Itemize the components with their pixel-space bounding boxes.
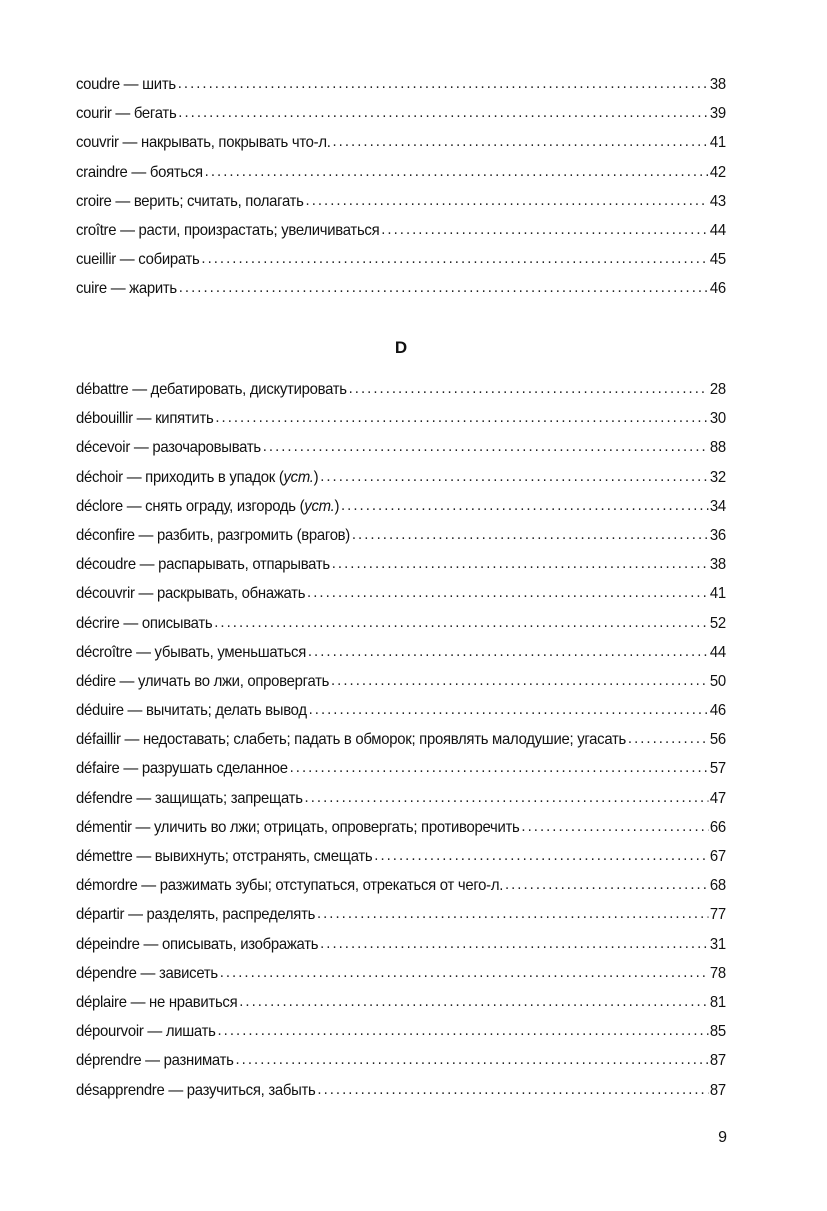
entry-text-run: dépourvoir — лишать (76, 1023, 216, 1041)
entry-text (76, 579, 305, 608)
entry-text (76, 187, 304, 216)
dot-leader (179, 273, 708, 302)
index-entry (76, 158, 726, 187)
dot-leader (307, 578, 708, 607)
dot-leader (201, 244, 708, 273)
entry-text (76, 988, 237, 1017)
entry-page-number: 66 (709, 818, 726, 836)
entry-page-number: 52 (709, 614, 726, 632)
entry-text (76, 433, 261, 462)
index-entry (76, 274, 726, 303)
index-entry (76, 754, 726, 783)
entry-page-number: 34 (709, 497, 726, 515)
entry-text (76, 1046, 234, 1075)
dot-leader (306, 186, 708, 215)
entry-page-number: 45 (709, 251, 726, 269)
dot-leader (331, 666, 708, 695)
entry-text (76, 70, 176, 99)
index-entry (76, 959, 726, 988)
dot-leader (341, 491, 708, 520)
dot-leader (317, 899, 708, 928)
entry-page-number: 28 (709, 381, 726, 398)
entry-page-number: 41 (709, 134, 726, 152)
dot-leader (205, 157, 708, 186)
entry-text-run: démentir — уличить во лжи; отрицать, опровергать; противоречить (76, 818, 520, 836)
entry-page-number: 87 (709, 1081, 726, 1099)
entry-page-number: 44 (709, 221, 726, 239)
entry-text-run: débouillir — кипятить (76, 410, 214, 428)
dot-leader (309, 695, 708, 724)
dot-leader (317, 1075, 708, 1104)
index-entry (76, 550, 726, 579)
entry-text-run: croître — расти, произрастать; увеличиваться (76, 221, 380, 239)
entry-text (76, 609, 212, 638)
entry-page-number: 67 (709, 848, 726, 865)
index-entry (76, 187, 726, 216)
entry-text-run: déplaire — не нравиться (76, 993, 238, 1011)
dot-leader (215, 403, 708, 432)
entry-text-run: défaire — разрушать сделанное (76, 760, 288, 778)
entry-text-run: démordre — разжимать зубы; отступаться, отрекаться от чего-л. (76, 877, 504, 895)
entry-text-run: craindre — бояться (76, 163, 203, 181)
entry-text (76, 521, 350, 550)
verb-index-list-d (76, 375, 726, 1105)
entry-text (76, 667, 329, 696)
entry-text-run: débattre — дебатировать, дискутировать (76, 381, 347, 398)
index-entry (76, 1046, 726, 1075)
entry-page-number: 50 (709, 672, 726, 690)
entry-text (76, 216, 379, 245)
index-entry (76, 492, 726, 521)
index-entry (76, 900, 726, 929)
index-entry (76, 70, 726, 99)
entry-page-number: 57 (709, 760, 726, 778)
entry-text-run: défaillir — недоставать; слабеть; падать в обморок; проявлять малодушие; угасать (76, 731, 627, 749)
entry-page-number: 88 (709, 439, 726, 457)
entry-text-run: démettre — вывихнуть; отстранять, смещать (76, 848, 373, 865)
dot-leader (290, 753, 708, 782)
index-entry (76, 1076, 726, 1105)
entry-text (76, 1017, 216, 1046)
entry-text-run: découvrir — раскрывать, обнажать (76, 585, 306, 603)
entry-text (76, 813, 520, 842)
index-entry (76, 375, 726, 404)
entry-page-number: 43 (709, 192, 726, 210)
entry-page-number: 42 (709, 163, 726, 181)
dot-leader (214, 608, 708, 637)
entry-text (76, 463, 318, 492)
entry-text-run: ) (313, 468, 319, 486)
entry-page-number: 36 (709, 526, 726, 544)
index-entry (76, 871, 726, 900)
entry-page-number: 85 (709, 1023, 726, 1041)
entry-page-number: 32 (709, 468, 726, 486)
dot-leader (628, 724, 708, 753)
dot-leader (305, 783, 708, 812)
entry-text-run: déprendre — разнимать (76, 1052, 234, 1070)
entry-text-run: déconfire — разбить, разгромить (врагов) (76, 526, 351, 544)
index-entry (76, 725, 726, 754)
entry-text (76, 754, 288, 783)
entry-text-run: croire — верить; считать, полагать (76, 192, 304, 210)
entry-text-run: décroître — убывать, уменьшаться (76, 643, 307, 661)
index-entry (76, 988, 726, 1017)
dot-leader (220, 958, 708, 987)
entry-text (76, 871, 503, 900)
entry-text-run: désapprendre — разучиться, забыть (76, 1081, 316, 1099)
entry-text (76, 404, 213, 433)
index-entry (76, 433, 726, 462)
entry-text (76, 158, 203, 187)
entry-text (76, 274, 177, 303)
index-entry (76, 638, 726, 667)
entry-page-number: 87 (709, 1052, 726, 1070)
index-entry (76, 245, 726, 274)
page-number: 9 (718, 1129, 727, 1146)
index-entry (76, 404, 726, 433)
index-entry (76, 128, 726, 157)
dot-leader (381, 215, 708, 244)
dot-leader (239, 987, 708, 1016)
index-entry (76, 930, 726, 959)
entry-text-run: dépeindre — описывать, изображать (76, 935, 319, 953)
entry-text (76, 784, 303, 813)
dot-leader (235, 1045, 707, 1074)
entry-text-run: décevoir — разочаровывать (76, 439, 261, 457)
index-entry (76, 216, 726, 245)
index-entry (76, 521, 726, 550)
dot-leader (320, 929, 708, 958)
dot-leader (332, 549, 708, 578)
entry-text-run: cueillir — собирать (76, 251, 200, 269)
entry-text (76, 245, 200, 274)
entry-page-number: 68 (709, 877, 726, 895)
entry-text-italic-run: уст. (304, 497, 335, 515)
entry-page-number: 39 (709, 105, 726, 123)
entry-page-number: 47 (709, 789, 726, 807)
entry-text (76, 375, 347, 404)
entry-page-number: 56 (709, 731, 726, 749)
entry-page-number: 44 (709, 643, 726, 661)
entry-text (76, 492, 339, 521)
entry-text-run: courir — бегать (76, 105, 177, 123)
entry-text-run: dédire — уличать во лжи, опровергать (76, 672, 330, 690)
entry-text-run: couvrir — накрывать, покрывать что-л. (76, 134, 331, 152)
index-entry (76, 667, 726, 696)
dot-leader (178, 69, 708, 98)
entry-page-number: 46 (709, 280, 726, 298)
index-entry (76, 813, 726, 842)
entry-page-number: 41 (709, 585, 726, 603)
dot-leader (352, 520, 708, 549)
dot-leader (521, 812, 708, 841)
entry-page-number: 38 (709, 76, 726, 93)
entry-text (76, 725, 626, 754)
entry-text (76, 900, 315, 929)
index-entry (76, 784, 726, 813)
index-entry (76, 1017, 726, 1046)
verb-index-list-c (76, 70, 726, 304)
entry-text-run: cuire — жарить (76, 280, 177, 298)
dot-leader (263, 432, 708, 461)
entry-text-run: déchoir — приходить в упадок ( (76, 468, 284, 486)
index-entry (76, 463, 726, 492)
entry-text (76, 99, 176, 128)
entry-text-run: décrire — описывать (76, 614, 213, 632)
entry-page-number: 38 (709, 556, 726, 574)
entry-text (76, 550, 330, 579)
entry-page-number: 31 (709, 935, 726, 953)
index-entry (76, 609, 726, 638)
entry-text-run: dépendre — зависеть (76, 964, 218, 982)
entry-text (76, 930, 318, 959)
entry-page-number: 46 (709, 702, 726, 720)
entry-text-italic-run: уст. (283, 468, 314, 486)
entry-text-run: défendre — защищать; запрещать (76, 789, 303, 807)
entry-text (76, 1076, 316, 1105)
dot-leader (332, 127, 707, 156)
entry-text-run: coudre — шить (76, 76, 176, 93)
entry-page-number: 78 (709, 964, 726, 982)
entry-text-run: découdre — распарывать, отпарывать (76, 556, 330, 574)
entry-page-number: 81 (709, 993, 726, 1011)
entry-text-run: départir — разделять, распределять (76, 906, 316, 924)
index-entry (76, 842, 726, 871)
dot-leader (178, 98, 708, 127)
entry-text-run: ) (334, 497, 340, 515)
entry-page-number: 77 (709, 906, 726, 924)
section-heading-d: D (394, 338, 408, 357)
dot-leader (320, 462, 708, 491)
dot-leader (308, 637, 708, 666)
entry-text (76, 959, 218, 988)
entry-text (76, 638, 306, 667)
entry-text (76, 128, 331, 157)
dot-leader (349, 374, 708, 403)
entry-text-run: déclore — снять ограду, изгородь ( (76, 497, 305, 515)
dot-leader (217, 1016, 708, 1045)
dot-leader (374, 841, 708, 870)
entry-page-number: 30 (709, 410, 726, 428)
index-entry (76, 99, 726, 128)
index-entry (76, 579, 726, 608)
entry-text (76, 842, 372, 871)
entry-text-run: déduire — вычитать; делать вывод (76, 702, 307, 720)
entry-text (76, 696, 307, 725)
dot-leader (505, 870, 708, 899)
index-entry (76, 696, 726, 725)
